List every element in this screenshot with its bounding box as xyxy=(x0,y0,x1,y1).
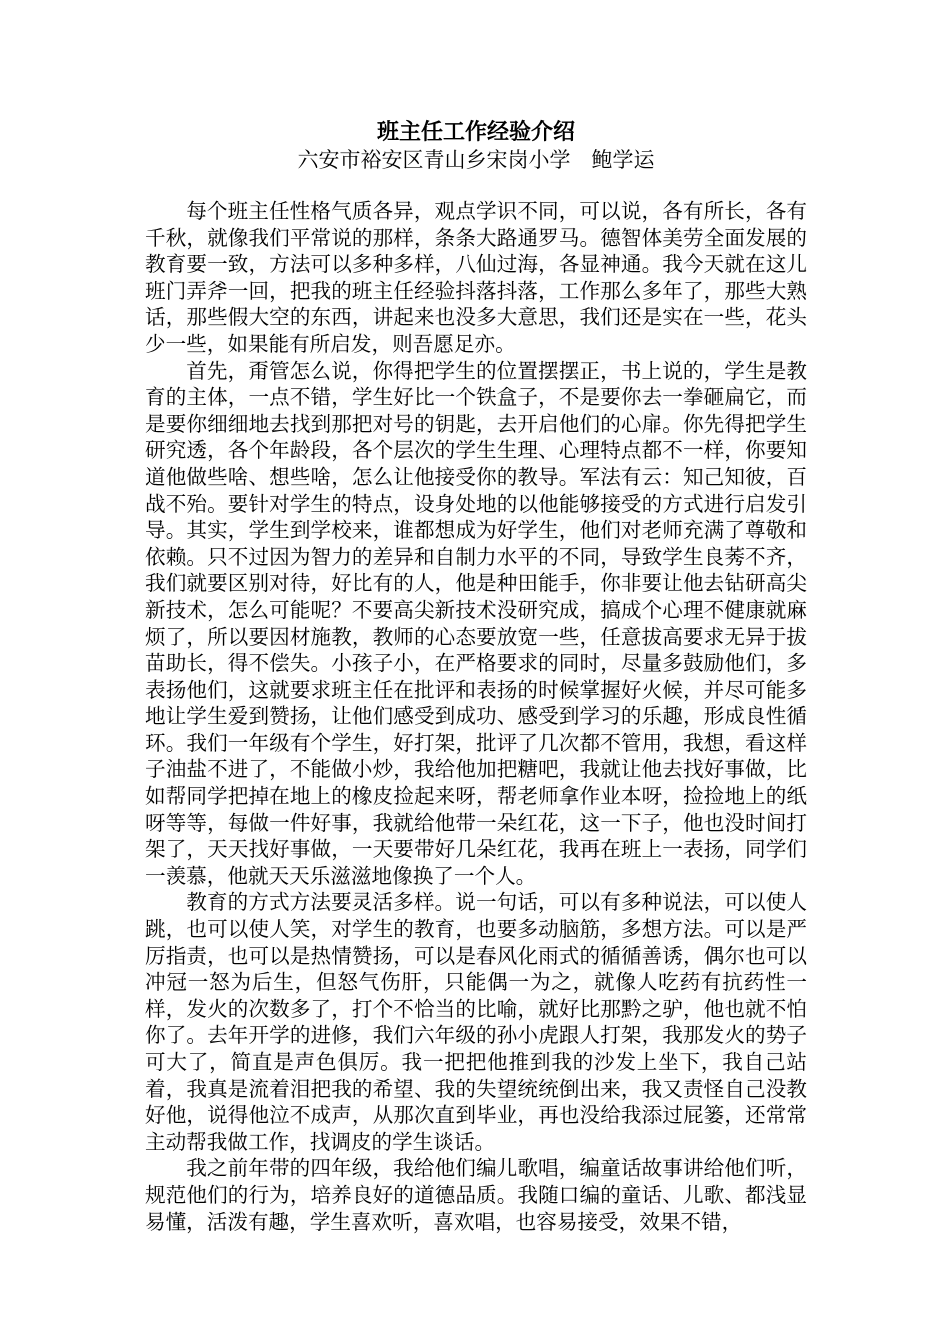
document-page xyxy=(145,118,807,1235)
paragraph: 教育的方式方法要灵活多样。说一句话，可以有多种说法，可以使人跳，也可以使人笑，对学生的教育，也要多动脑筋，多想方法。可以是严厉指责，也可以是热情赞扬，可以是春风化雨式的循循善诱，偶尔也可以冲冠一怒为后生，但怒气伤肝，只能偶一为之，就像人吃药有抗药性一样，发火的次数多了，打个不恰当的比喻，就好比那黔之驴，他也就不怕你了。去年开学的进修，我们六年级的孙小虎跟人打架，我那发火的势子可大了，简直是声色俱厉。我一把把他推到我的沙发上坐下，我自己站着，我真是流着泪把我的希望、我的失望统统倒出来，我又责怪自己没教好他，说得他泣不成声，从那次直到毕业，再也没给我添过屁篓，还常常主动帮我做工作，找调皮的学生谈话。 xyxy=(145,890,807,1154)
document-subtitle: 六安市裕安区青山乡宋岗小学 鲍学运 xyxy=(297,148,655,172)
paragraph: 首先，甭管怎么说，你得把学生的位置摆摆正，书上说的，学生是教育的主体，一点不错，学生好比一个铁盒子，不是要你去一拳砸扁它，而是要你细细地去找到那把对号的钥匙，去开启他们的心扉。你先得把学生研究透，各个年龄段，各个层次的学生生理、心理特点都不一样，你要知道他做些啥、想些啥，怎么让他接受你的教导。军法有云：知己知彼，百战不殆。要针对学生的特点，设身处地的以他能够接受的方式进行启发引导。其实，学生到学校来，谁都想成为好学生，他们对老师充满了尊敬和依赖。只不过因为智力的差异和自制力水平的不同，导致学生良莠不齐，我们就要区别对待，好比有的人，他是种田能手，你非要让他去钻研高尖新技术，怎么可能呢？不要高尖新技术没研究成，搞成个心理不健康就麻烦了，所以要因材施教，教师的心态要放宽一些，任意拔高要求无异于拔苗助长，得不偿失。小孩子小，在严格要求的同时，尽量多鼓励他们，多表扬他们，这就要求班主任在批评和表扬的时候掌握好火候，并尽可能多地让学生爱到赞扬，让他们感受到成功、感受到学习的乐趣，形成良性循环。我们一年级有个学生，好打架，批评了几次都不管用，我想，看这样子油盐不进了，不能做小炒，我给他加把糖吧，我就让他去找好事做，比如帮同学把掉在地上的橡皮捡起来呀，帮老师拿作业本呀，捡捡地上的纸呀等等，每做一件好事，我就给他带一朵红花，这一下子，他也没时间打架了，天天找好事做，一天要带好几朵红花，我再在班上一表扬，同学们一羡慕，他就天天乐滋滋地像换了一个人。 xyxy=(145,358,807,888)
paragraph: 我之前年带的四年级，我给他们编儿歌唱，编童话故事讲给他们听，规范他们的行为，培养良好的道德品质。我随口编的童话、儿歌、都浅显易懂，活泼有趣，学生喜欢听，喜欢唱，也容易接受，效果不错， xyxy=(145,1156,807,1234)
document-title: 班主任工作经验介绍 xyxy=(376,119,575,145)
paragraph: 每个班主任性格气质各异，观点学识不同，可以说，各有所长，各有千秋，就像我们平常说的那样，条条大路通罗马。德智体美劳全面发展的教育要一致，方法可以多种多样，八仙过海，各显神通。我今天就在这儿班门弄斧一回，把我的班主任经验抖落抖落，工作那么多年了，那些大熟话，那些假大空的东西，讲起来也没多大意思，我们还是实在一些，花头少一些，如果能有所启发，则吾愿足亦。 xyxy=(145,199,807,356)
